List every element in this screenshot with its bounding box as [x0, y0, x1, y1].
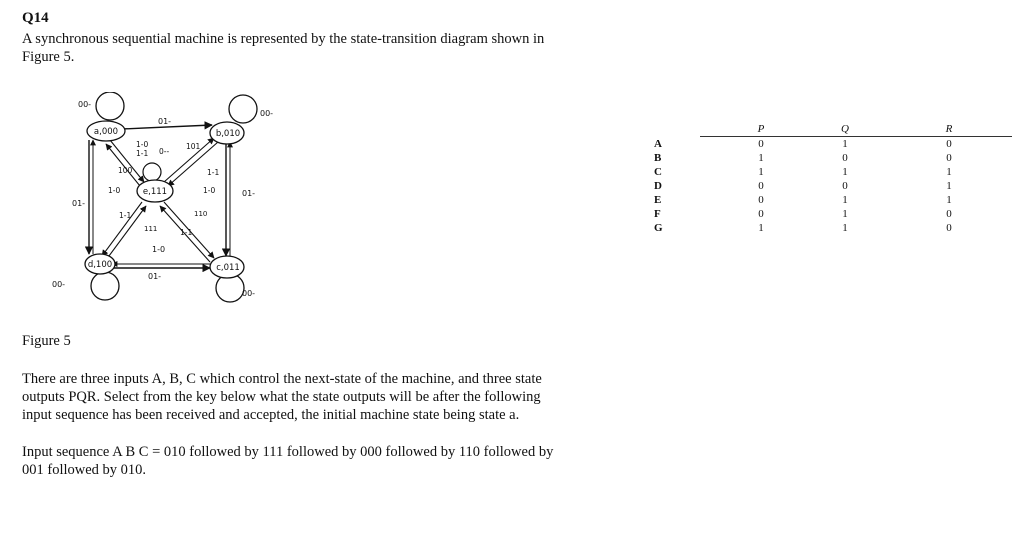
label-c-to-e: 1-1	[180, 228, 193, 237]
question-number: Q14	[22, 10, 49, 26]
key-header-p: P	[757, 123, 765, 135]
key-cell-q: 0	[842, 180, 848, 192]
key-cell-q: 1	[842, 194, 848, 206]
state-label-d: d,100	[87, 260, 113, 270]
key-cell-r: 0	[946, 222, 952, 234]
key-cell-r: 1	[946, 194, 952, 206]
label-a-e-lower: 1-1	[136, 149, 149, 158]
label-e-to-d: 111	[144, 225, 158, 233]
key-cell-q: 0	[842, 152, 848, 164]
key-cell-q: 1	[842, 138, 848, 150]
self-loop-d	[91, 272, 119, 300]
key-cell-p: 1	[758, 152, 764, 164]
label-d-to-e: 1-1	[119, 211, 132, 220]
key-cell-q: 1	[842, 208, 848, 220]
state-label-a: a,000	[93, 127, 119, 137]
label-a-e-upper: 1-0	[136, 140, 149, 149]
label-c-to-d: 1-0	[152, 245, 166, 254]
key-cell-p: 0	[758, 180, 764, 192]
key-cell-p: 0	[758, 138, 764, 150]
label-a-to-b: 01-	[158, 117, 172, 126]
label-d-self: 00-	[52, 280, 66, 289]
body-paragraph-1-line-3: input sequence has been received and accepted, the initial machine state being state a.	[22, 407, 520, 423]
label-d-to-c: 01-	[148, 272, 162, 281]
body-paragraph-1-line-2: outputs PQR. Select from the key below what the state outputs will be after the following	[22, 389, 541, 405]
label-e-to-c: 110	[194, 210, 208, 218]
key-cell-r: 1	[946, 180, 952, 192]
state-label-b: b,010	[215, 129, 241, 139]
key-cell-r: 1	[946, 166, 952, 178]
label-a-d-inner: 1-0	[108, 186, 121, 195]
key-cell-p: 0	[758, 208, 764, 220]
question-text-line-2: Figure 5.	[22, 49, 75, 65]
label-e-to-a: 100	[118, 166, 133, 175]
label-e-self: 0--	[159, 147, 170, 156]
label-b-to-e: 1-1	[207, 168, 220, 177]
key-cell-r: 0	[946, 138, 952, 150]
key-row-letter: G	[654, 222, 663, 234]
edge-e-to-a	[106, 144, 140, 186]
key-header-q: Q	[841, 123, 849, 135]
label-a-self: 00-	[78, 100, 92, 109]
body-paragraph-2-line-2: 001 followed by 010.	[22, 462, 147, 478]
key-row-letter: F	[654, 208, 661, 220]
label-b-c-inner: 1-0	[203, 186, 216, 195]
state-label-c: c,011	[216, 263, 240, 273]
body-paragraph-1-line-1: There are three inputs A, B, C which control the next-state of the machine, and three state	[22, 371, 542, 387]
key-cell-q: 1	[842, 222, 848, 234]
key-cell-r: 0	[946, 208, 952, 220]
label-e-to-b: 101	[186, 142, 201, 151]
key-row-letter: D	[654, 180, 662, 192]
self-loop-a	[96, 92, 124, 120]
state-label-e: e,111	[142, 187, 168, 197]
self-loop-b	[229, 95, 257, 123]
key-row-letter: C	[654, 166, 662, 178]
key-cell-p: 0	[758, 194, 764, 206]
key-cell-p: 1	[758, 166, 764, 178]
self-loop-e	[143, 163, 161, 181]
key-cell-q: 1	[842, 166, 848, 178]
label-b-to-c: 01-	[242, 189, 256, 198]
label-b-self: 00-	[260, 109, 274, 118]
key-row-letter: B	[654, 152, 662, 164]
key-header-rule	[700, 136, 1012, 137]
body-paragraph-2-line-1: Input sequence A B C = 010 followed by 111 followed by 000 followed by 110 followed by	[22, 444, 554, 460]
key-header-r: R	[945, 123, 953, 135]
key-cell-p: 1	[758, 222, 764, 234]
key-row-letter: E	[654, 194, 662, 206]
key-cell-r: 0	[946, 152, 952, 164]
question-text-line-1: A synchronous sequential machine is represented by the state-transition diagram shown in	[22, 31, 545, 47]
label-c-self: 00-	[242, 289, 256, 298]
state-transition-diagram	[40, 92, 280, 307]
key-row-letter: A	[654, 138, 662, 150]
figure-caption: Figure 5	[22, 333, 71, 349]
label-a-to-d: 01-	[72, 199, 86, 208]
